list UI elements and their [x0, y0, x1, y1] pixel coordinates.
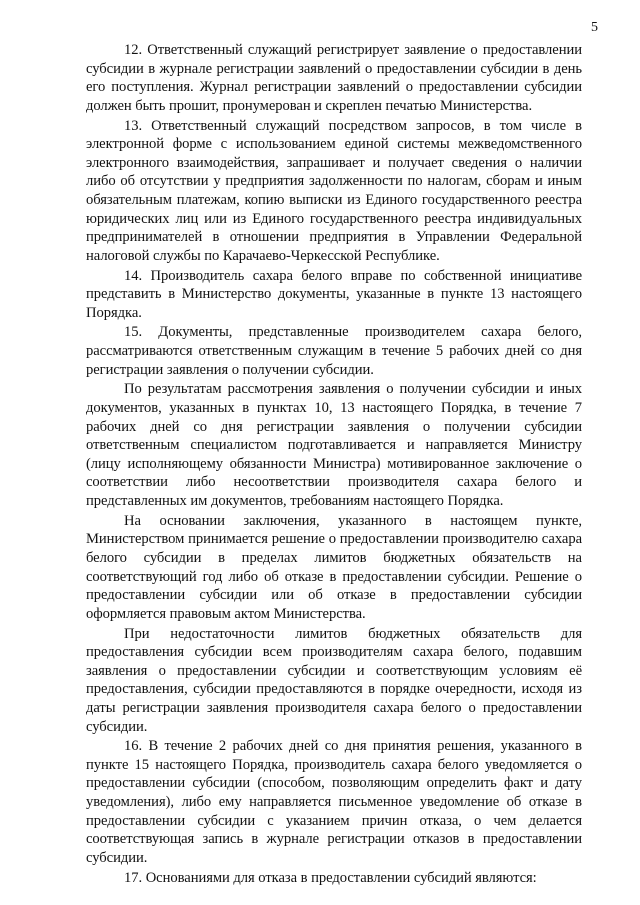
document-body	[86, 41, 582, 888]
paragraph-16-notification: 16. В течение 2 рабочих дней со дня принятия решения, указанного в пункте 15 настоящего Порядка, производитель сахара белого уведомляется о предоставлении субсидии (способом, позволяющим определить факт и дату уведомления), либо ему направляется письменное уведомление об отказе в предоставлении субсидии с указанием причин отказа, о чем делается соответствующая запись в журнале регистрации отказов в предоставлении субсидии.	[86, 738, 582, 866]
paragraph-13-requests: 13. Ответственный служащий посредством запросов, в том числе в электронной форме с использованием единой системы межведомственного электронного взаимодействия, запрашивает и получает сведения о наличии либо об отсутствии у предприятия задолженности по налогам, сборам и иным обязательным платежам, копию выписки из Единого государственного реестра юридических лиц или из Единого государственного реестра индивидуальных предпринимателей в отношении предприятия в Управлении Федеральной налоговой службы по Карачаево-Черкесской Республике.	[86, 117, 582, 264]
paragraph-decision: На основании заключения, указанного в настоящем пункте, Министерством принимается решение о предоставлении производителю сахара белого субсидии в пределах лимитов бюджетных обязательств на соответствующий год либо об отказе в предоставлении субсидии. Решение о предоставлении субсидии или об отказе в предоставлении субсидии оформляется правовым актом Министерства.	[86, 512, 582, 622]
page-number: 5	[591, 20, 598, 35]
paragraph-review-results: По результатам рассмотрения заявления о получении субсидии и иных документов, указанных в пунктах 10, 13 настоящего Порядка, в течение 7 рабочих дней со дня регистрации заявления о получении субсидии ответственным специалистом подготавливается и направляется Министру (лицу исполняющему обязанности Министра) мотивированное заключение о соответствии либо несоответствии производителя сахара белого и представленных им документов, требованиям настоящего Порядка.	[86, 381, 582, 509]
paragraph-14-initiative: 14. Производитель сахара белого вправе по собственной инициативе представить в Министерство документы, указанные в пункте 13 настоящего Порядка.	[86, 267, 582, 321]
paragraph-17-refusal-grounds: 17. Основаниями для отказа в предоставлении субсидий являются:	[124, 869, 537, 886]
paragraph-15-review: 15. Документы, представленные производителем сахара белого, рассматриваются ответственным служащим в течение 5 рабочих дней со дня регистрации заявления о получении субсидии.	[86, 324, 582, 378]
paragraph-insufficient-limits: При недостаточности лимитов бюджетных обязательств для предоставления субсидии всем производителям сахара белого, подавшим заявления о предоставлении субсидии и соответствующим условиям её предоставления, субсидии предоставляются в порядке очередности, исходя из даты регистрации заявления производителя сахара белого о предоставлении субсидии.	[86, 625, 582, 735]
paragraph-12-registration: 12. Ответственный служащий регистрирует заявление о предоставлении субсидии в журнале регистрации заявлений о предоставлении субсидии в день его поступления. Журнал регистрации заявлений о предоставлении субсидии должен быть прошит, пронумерован и скреплен печатью Министерства.	[86, 42, 582, 114]
